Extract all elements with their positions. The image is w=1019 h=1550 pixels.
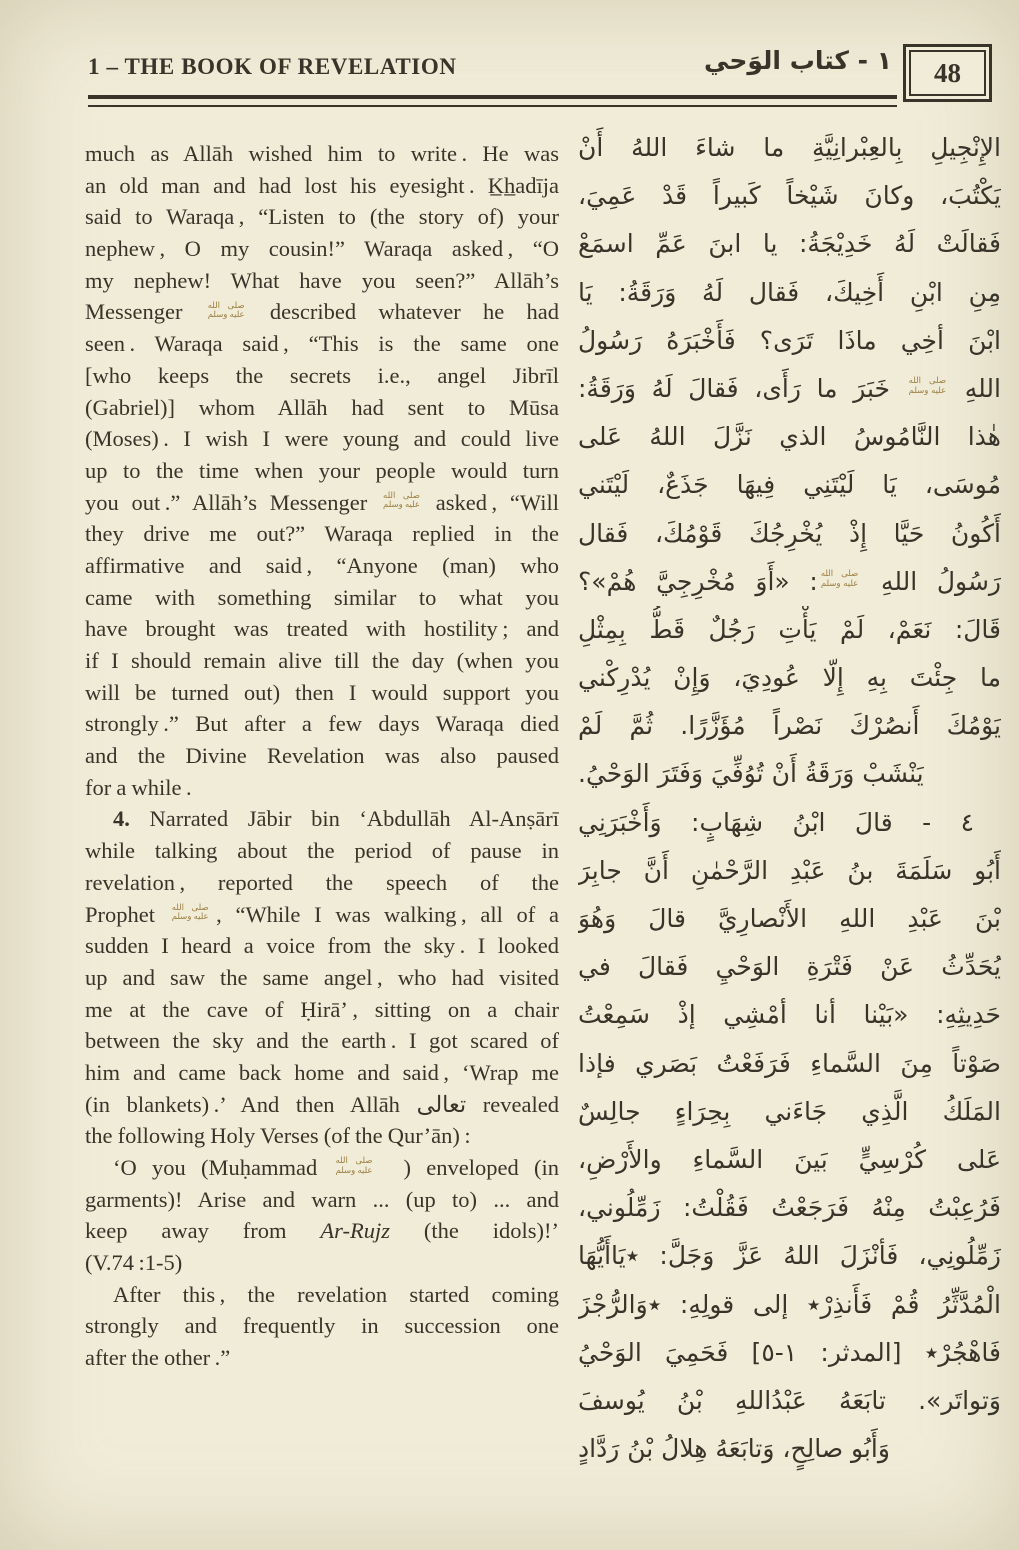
- english-text-line: strongly .” But after a few days Waraqa died: [85, 711, 559, 737]
- page-number: 48: [909, 50, 986, 96]
- honorific-symbol: صلى الله عليه وسلم: [820, 569, 859, 589]
- chapter-title-arabic: ١ - كتاب الوَحي: [704, 46, 892, 75]
- english-text-line: up to the time when your people would turn: [85, 457, 559, 483]
- verse-ornament-icon: ٭: [924, 1337, 939, 1367]
- chapter-title-english: 1 – THE BOOK OF REVELATION: [88, 54, 457, 79]
- arabic-text-line: فَرُعِبْتُ مِنْهُ فَرَجَعْتُ فَقُلْتُ: زَمِّلُوني،: [578, 1193, 1001, 1223]
- english-text-line: keep away from Ar-Rujz (the idols)!’: [85, 1218, 559, 1244]
- english-text-line: an old man and had lost his eyesight . K̲h̲adīja: [85, 172, 559, 198]
- english-text-line: me at the cave of Ḥirā’ , sitting on a chair: [85, 996, 559, 1022]
- english-text-line: you out .” Allāh’s Messenger صلى الله عليه وسلم asked , “Will: [85, 489, 559, 515]
- arabic-text-line: فَقالَتْ لَهُ خَدِيْجَةُ: يا ابنَ عَمِّ اسمَعْ: [578, 229, 1001, 259]
- english-text-line: strongly and frequently in succession one: [85, 1313, 559, 1339]
- english-text-line: up and saw the same angel , who had visited: [85, 964, 559, 990]
- arabic-text-line: المَلَكُ الَّذِي جَاءَني بِحِرَاءٍ جالِسٌ: [578, 1096, 1001, 1126]
- english-text-line: and the Divine Revelation was also paused: [85, 743, 559, 769]
- english-text-line: my nephew! What have you seen?” Allāh’s: [85, 267, 559, 293]
- english-text-line: between the sky and the earth . I got scared of: [85, 1028, 559, 1054]
- arabic-text-line: حَدِيثِهِ: «بَيْنا أنا أمْشِي إذْ سَمِعْتُ: [578, 1000, 1001, 1030]
- english-text-line: him and came back home and said , ‘Wrap me: [85, 1059, 559, 1085]
- verse-ornament-icon: ٭: [625, 1241, 640, 1271]
- english-text-line: [who keeps the secrets i.e., angel Jibrīl: [85, 362, 559, 388]
- arabic-text-line: رَسُولُ اللهِ صلى الله عليه وسلم : «أَوَ مُخْرِجِيَّ هُمْ»؟: [578, 566, 1001, 596]
- english-text-line: came with something similar to what you: [85, 584, 559, 610]
- english-text-line: nephew , O my cousin!” Waraqa asked , “O: [85, 236, 559, 262]
- english-text-line: much as Allāh wished him to write . He was: [85, 141, 559, 166]
- arabic-text-line: ما جِئْتَ بِهِ إِلّا عُودِيَ، وَإِنْ يُدْرِكْني: [578, 663, 1001, 693]
- arabic-text-line: الإِنْجِيلِ بِالعِبْرانِيَّةِ ما شاءَ اللهُ أَنْ: [578, 133, 1001, 162]
- english-text-line: have brought was treated with hostility ; and: [85, 616, 559, 642]
- arabic-text-line: فَاهْجُرْ٭ [المدثر: ١-٥] فَحَمِيَ الوَحْيُ: [578, 1337, 1001, 1367]
- english-text-line: after the other .”: [85, 1345, 231, 1371]
- english-text-line: said to Waraqa , “Listen to (the story of) your: [85, 204, 559, 230]
- arabic-text-line: يَوْمُكَ أَنصُرْكَ نَصْراً مُؤَزَّرًا. ثُمَّ لَمْ: [578, 711, 1001, 741]
- english-text-line: Prophet صلى الله عليه وسلم , “While I was walking , all of a: [85, 901, 559, 927]
- arabic-text-line: أَكُونُ حَيَّا إِذْ يُخْرِجُكَ قَوْمُكَ، فَقال: [578, 518, 1001, 548]
- english-text-line: (in blankets) .’ And then Allāh تعالى revealed: [85, 1091, 559, 1117]
- english-text-line: revelation , reported the speech of the: [85, 869, 559, 895]
- arabic-text-line: زَمِّلُونِي، فَأنْزَلَ اللهُ عَزَّ وَجَلَّ: ٭يَاأَيُّهَا: [578, 1241, 1001, 1271]
- arabic-text-line: هٰذا النَّامُوسُ الذي نَزَّلَ اللهُ عَلى: [578, 422, 1001, 452]
- arabic-text-line: وَأَبُو صالِحٍ، وَتابَعَهُ هِلالُ بْنُ رَدَّادٍ: [578, 1434, 890, 1464]
- header-rule: [88, 95, 897, 107]
- arabic-text-line: وَتواتَر». تابَعَهُ عَبْدُاللهِ بْنُ يُوسفَ: [578, 1385, 1001, 1415]
- english-text-line: (Gabriel)] whom Allāh had sent to Mūsa: [85, 394, 559, 420]
- arabic-column: [578, 124, 1001, 1473]
- honorific-symbol: صلى الله عليه وسلم: [908, 376, 947, 396]
- english-text-line: garments)! Arise and warn ... (up to) ... and: [85, 1186, 559, 1212]
- english-text-line: sudden I heard a voice from the sky . I looked: [85, 933, 559, 959]
- verse-ornament-icon: ٭: [647, 1289, 662, 1319]
- arabic-text-line: ابْنَ أخِي ماذَا تَرَى؟ فَأَخْبَرَهُ رَسُولُ: [578, 325, 1001, 355]
- english-text-line: affirmative and said , “Anyone (man) who: [85, 552, 559, 578]
- arabic-text-line: اللهِ صلى الله عليه وسلم خَبَرَ ما رَأَى، فَقالَ لَهُ وَرَقَةُ:: [578, 373, 1001, 403]
- english-column: [85, 138, 559, 1374]
- english-text-line: 4. Narrated Jābir bin ‘Abdullāh Al-Anṣārī: [113, 806, 559, 832]
- arabic-text-line: يَنْشَبْ وَرَقَةُ أَنْ تُوُفِّيَ وَفَتَرَ الوَحْيُ.: [578, 759, 924, 789]
- english-text-line: (V.74 :1-5): [85, 1250, 183, 1276]
- english-text-line: will be turned out) then I would support you: [85, 679, 559, 705]
- arabic-text-line: مُوسَى، يَا لَيْتَنِي فِيهَا جَذَعٌ، لَيْتَني: [578, 470, 1001, 500]
- arabic-text-line: بْنَ عَبْدِ اللهِ الأَنْصارِيَّ قالَ وَهُوَ: [578, 904, 1001, 933]
- english-text-line: (Moses) . I wish I were young and could live: [85, 426, 559, 452]
- arabic-text-line: قَالَ: نَعَمْ، لَمْ يَأْتِ رَجُلٌ قَطُّ بِمِثْلِ: [578, 614, 1001, 644]
- arabic-text-line: مِنِ ابْنِ أَخِيكَ، فَقال لَهُ وَرَقَةُ: يَا: [578, 277, 1001, 307]
- english-text-line: Messenger صلى الله عليه وسلم described whatever he had: [85, 299, 559, 325]
- arabic-text-line: عَلى كُرْسِيٍّ بَينَ السَّماءِ والأَرْضِ،: [578, 1144, 1001, 1174]
- english-text-line: for a while .: [85, 774, 192, 800]
- arabic-text-line: أَبُو سَلَمَةَ بنُ عَبْدِ الرَّحْمٰنِ أَنَّ جابِرَ: [578, 855, 1001, 885]
- english-text-line: seen . Waraqa said , “This is the same one: [85, 331, 559, 357]
- arabic-text-line: الْمُدَّثِّرُ قُمْ فَأَنذِرْ٭ إلى قولِهِ: ٭وَالرُّجْزَ: [578, 1289, 1001, 1319]
- english-text-line: if I should remain alive till the day (when you: [85, 648, 559, 673]
- english-text-line: the following Holy Verses (of the Qur’ān) :: [85, 1123, 471, 1149]
- english-text-line: After this , the revelation started coming: [113, 1281, 559, 1307]
- english-text-line: while talking about the period of pause in: [85, 838, 559, 864]
- arabic-text-line: يُحَدِّثُ عَنْ فَتْرَةِ الوَحْيِ فَقالَ في: [578, 952, 1001, 982]
- honorific-symbol: صلى الله عليه وسلم: [383, 490, 420, 511]
- english-text-line: ‘O you (Muḥammad صلى الله عليه وسلم ) enveloped (in: [113, 1155, 559, 1180]
- arabic-text-line: يَكْتُبَ، وكانَ شَيْخاً كَبيراً قَدْ عَمِيَ،: [578, 181, 1001, 211]
- english-text-line: they drive me out?” Waraqa replied in the: [85, 521, 559, 547]
- arabic-text-line: صَوْتاً مِنَ السَّماءِ فَرَفَعْتُ بَصَري فإذا: [578, 1048, 1001, 1078]
- arabic-text-line: ٤ - قالَ ابْنُ شِهَابٍ: وَأَخْبَرَنِي: [578, 807, 974, 837]
- verse-ornament-icon: ٭: [806, 1289, 821, 1319]
- honorific-symbol: صلى الله عليه وسلم: [171, 902, 209, 923]
- page-number-box: [903, 44, 992, 102]
- honorific-symbol: صلى الله عليه وسلم: [207, 300, 245, 321]
- honorific-symbol: صلى الله عليه وسلم: [335, 1156, 373, 1176]
